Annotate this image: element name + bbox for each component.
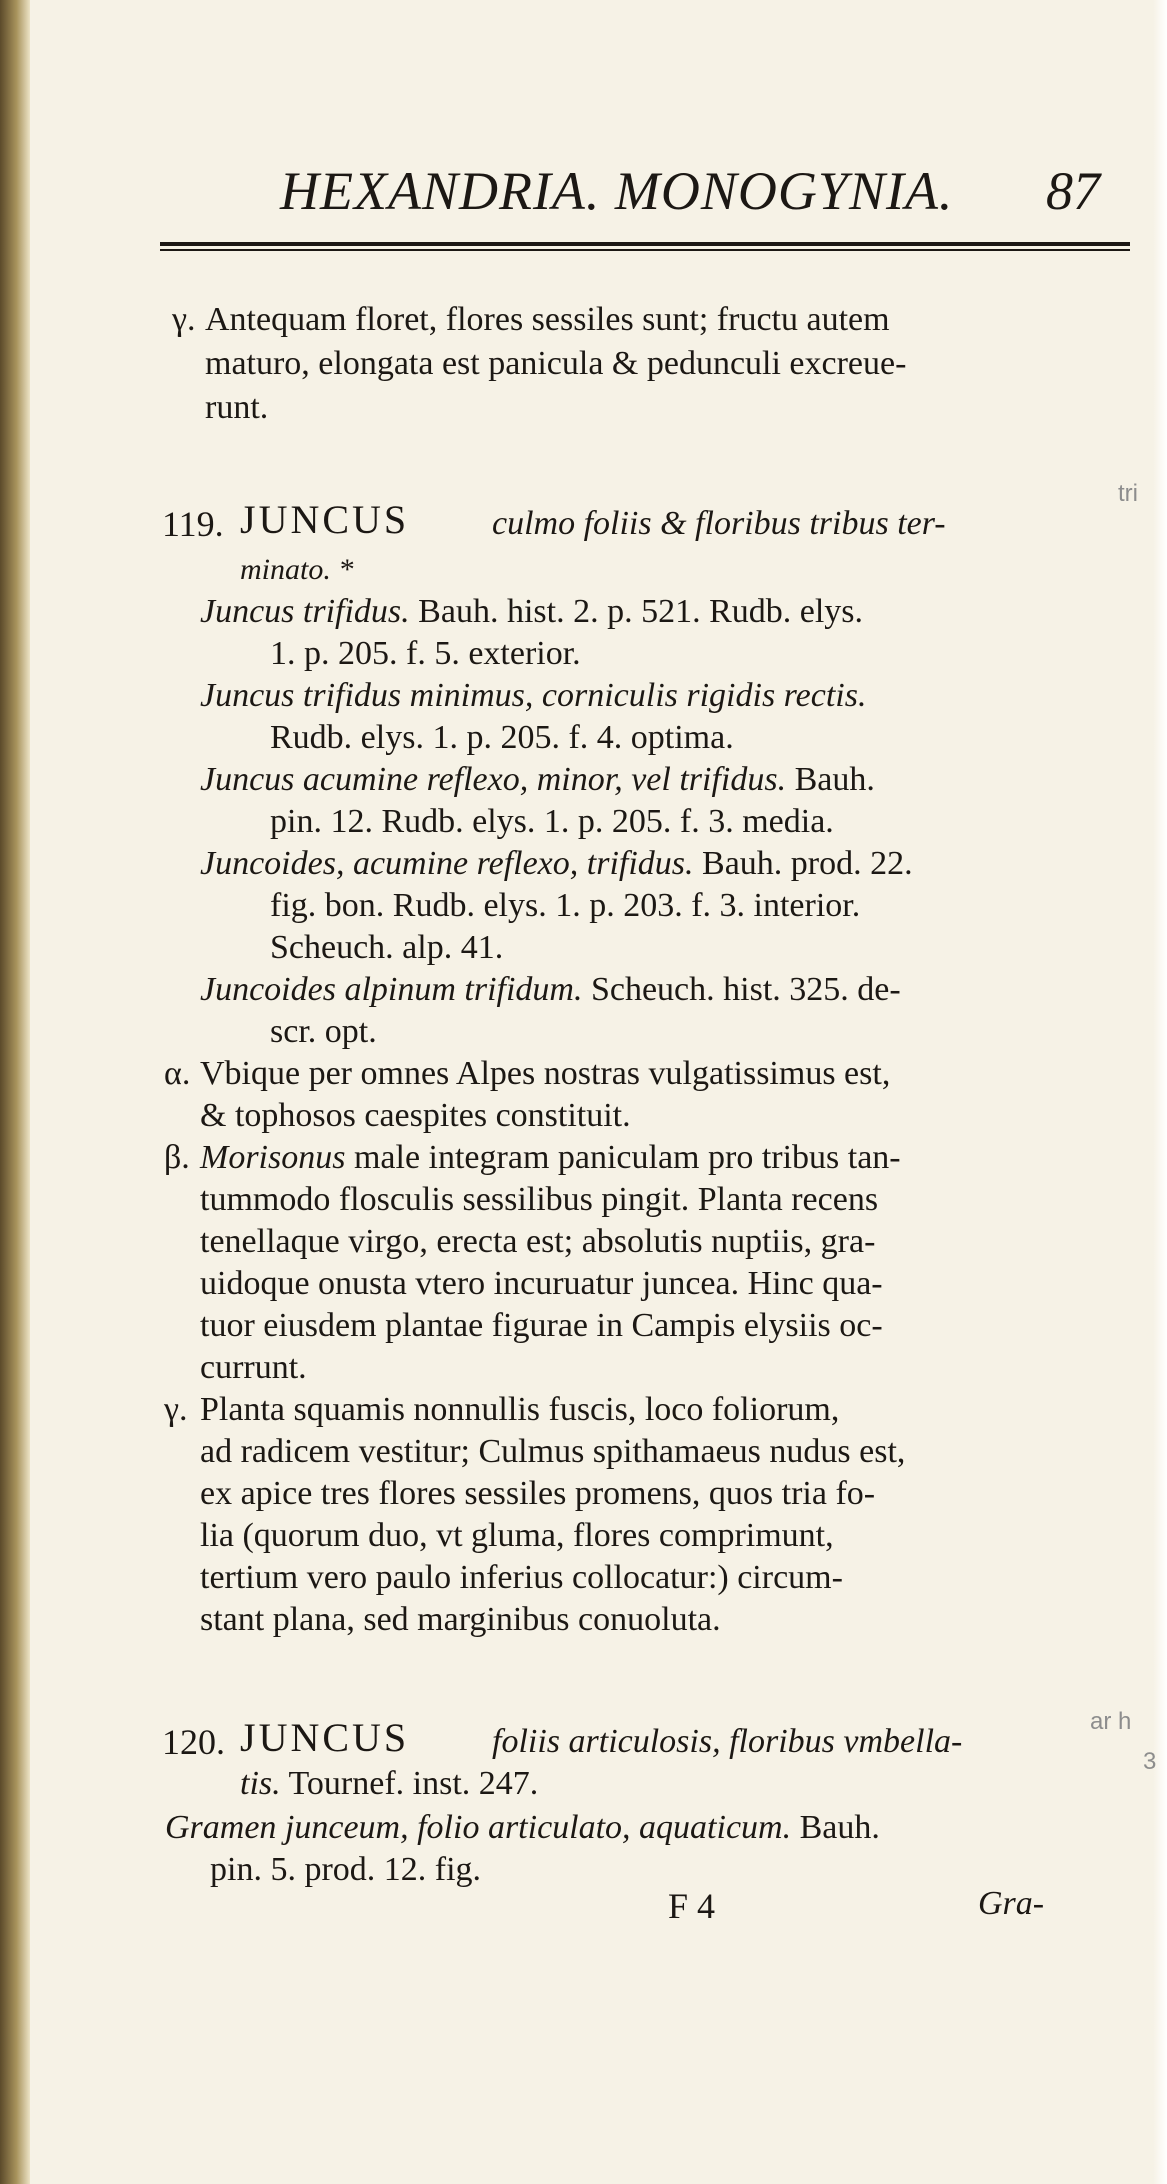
text-line: ex apice tres flores sessiles promens, quos tria fo-: [200, 1475, 876, 1512]
text-line: tertium vero paulo inferius collocatur:) circum-: [200, 1559, 843, 1596]
text-line: ad radicem vestitur; Culmus spithamaeus nudus est,: [200, 1433, 906, 1470]
synonym-line: pin. 12. Rudb. elys. 1. p. 205. f. 3. media.: [270, 803, 834, 840]
text-line: Antequam floret, flores sessiles sunt; fructu autem: [205, 301, 890, 338]
marginal-note: tri: [1118, 480, 1138, 507]
synonym-line: Juncus trifidus minimus, corniculis rigidis rectis.: [200, 677, 867, 714]
text-line: currunt.: [200, 1349, 307, 1386]
synonym-line: Scheuch. alp. 41.: [270, 929, 504, 966]
synonym-line: scr. opt.: [270, 1013, 377, 1050]
marginal-note: 3: [1143, 1748, 1157, 1775]
synonym-line: fig. bon. Rudb. elys. 1. p. 203. f. 3. interior.: [270, 887, 861, 924]
synonym-line: Juncoides alpinum trifidum. Scheuch. hist. 325. de-: [200, 971, 901, 1008]
text-line: stant plana, sed marginibus conuoluta.: [200, 1601, 721, 1638]
species-number: 120.: [162, 1722, 225, 1762]
running-head: HEXANDRIA. MONOGYNIA.: [280, 161, 954, 221]
book-gutter: [0, 0, 30, 2184]
text-line: runt.: [205, 389, 269, 426]
header-rule-thin: [160, 249, 1130, 251]
synonym-line: 1. p. 205. f. 5. exterior.: [270, 635, 581, 672]
note-marker: γ.: [164, 1391, 188, 1428]
text-line: uidoque onusta vtero incuruatur juncea. Hinc qua-: [200, 1265, 883, 1302]
synonym-line: Juncus acumine reflexo, minor, vel trifidus. Bauh.: [200, 761, 875, 798]
text-line: lia (quorum duo, vt gluma, flores comprimunt,: [200, 1517, 834, 1554]
text-line: Morisonus male integram paniculam pro tribus tan-: [200, 1139, 901, 1176]
species-diagnosis: foliis articulosis, floribus vmbella-: [492, 1723, 963, 1760]
note-marker: α.: [164, 1055, 191, 1092]
page-number: 87: [1046, 161, 1100, 221]
text-line: tummodo flosculis sessilibus pingit. Planta recens: [200, 1181, 879, 1218]
genus-name: JUNCUS: [240, 497, 410, 542]
page-edge: [1153, 0, 1167, 2184]
synonym-line: pin. 5. prod. 12. fig.: [210, 1851, 482, 1888]
text-line: maturo, elongata est panicula & pedunculi excreue-: [205, 345, 907, 382]
synonym-line: Gramen junceum, folio articulato, aquaticum. Bauh.: [165, 1809, 880, 1846]
text-line: Vbique per omnes Alpes nostras vulgatissimus est,: [200, 1055, 891, 1092]
genus-name: JUNCUS: [240, 1715, 410, 1760]
synonym-line: Juncoides, acumine reflexo, trifidus. Bauh. prod. 22.: [200, 845, 913, 882]
species-diagnosis: culmo foliis & floribus tribus ter-: [492, 505, 946, 542]
note-marker: β.: [164, 1139, 190, 1176]
note-marker: γ.: [172, 301, 196, 338]
marginal-note: ar h: [1090, 1708, 1132, 1735]
text-line: tenellaque virgo, erecta est; absolutis nuptiis, gra-: [200, 1223, 876, 1260]
text-line: & tophosos caespites constituit.: [200, 1097, 631, 1134]
synonym-line: Juncus trifidus. Bauh. hist. 2. p. 521. Rudb. elys.: [200, 593, 864, 630]
catchword: Gra-: [978, 1885, 1045, 1922]
synonym-line: Rudb. elys. 1. p. 205. f. 4. optima.: [270, 719, 734, 756]
header-rule: [160, 242, 1130, 246]
text-line: Planta squamis nonnullis fuscis, loco foliorum,: [200, 1391, 840, 1428]
species-diagnosis: tis. Tournef. inst. 247.: [240, 1765, 539, 1802]
text-line: tuor eiusdem plantae figurae in Campis elysiis oc-: [200, 1307, 883, 1344]
signature-mark: F 4: [668, 1886, 716, 1926]
species-number: 119.: [162, 504, 224, 544]
species-diagnosis: minato. *: [240, 553, 354, 586]
